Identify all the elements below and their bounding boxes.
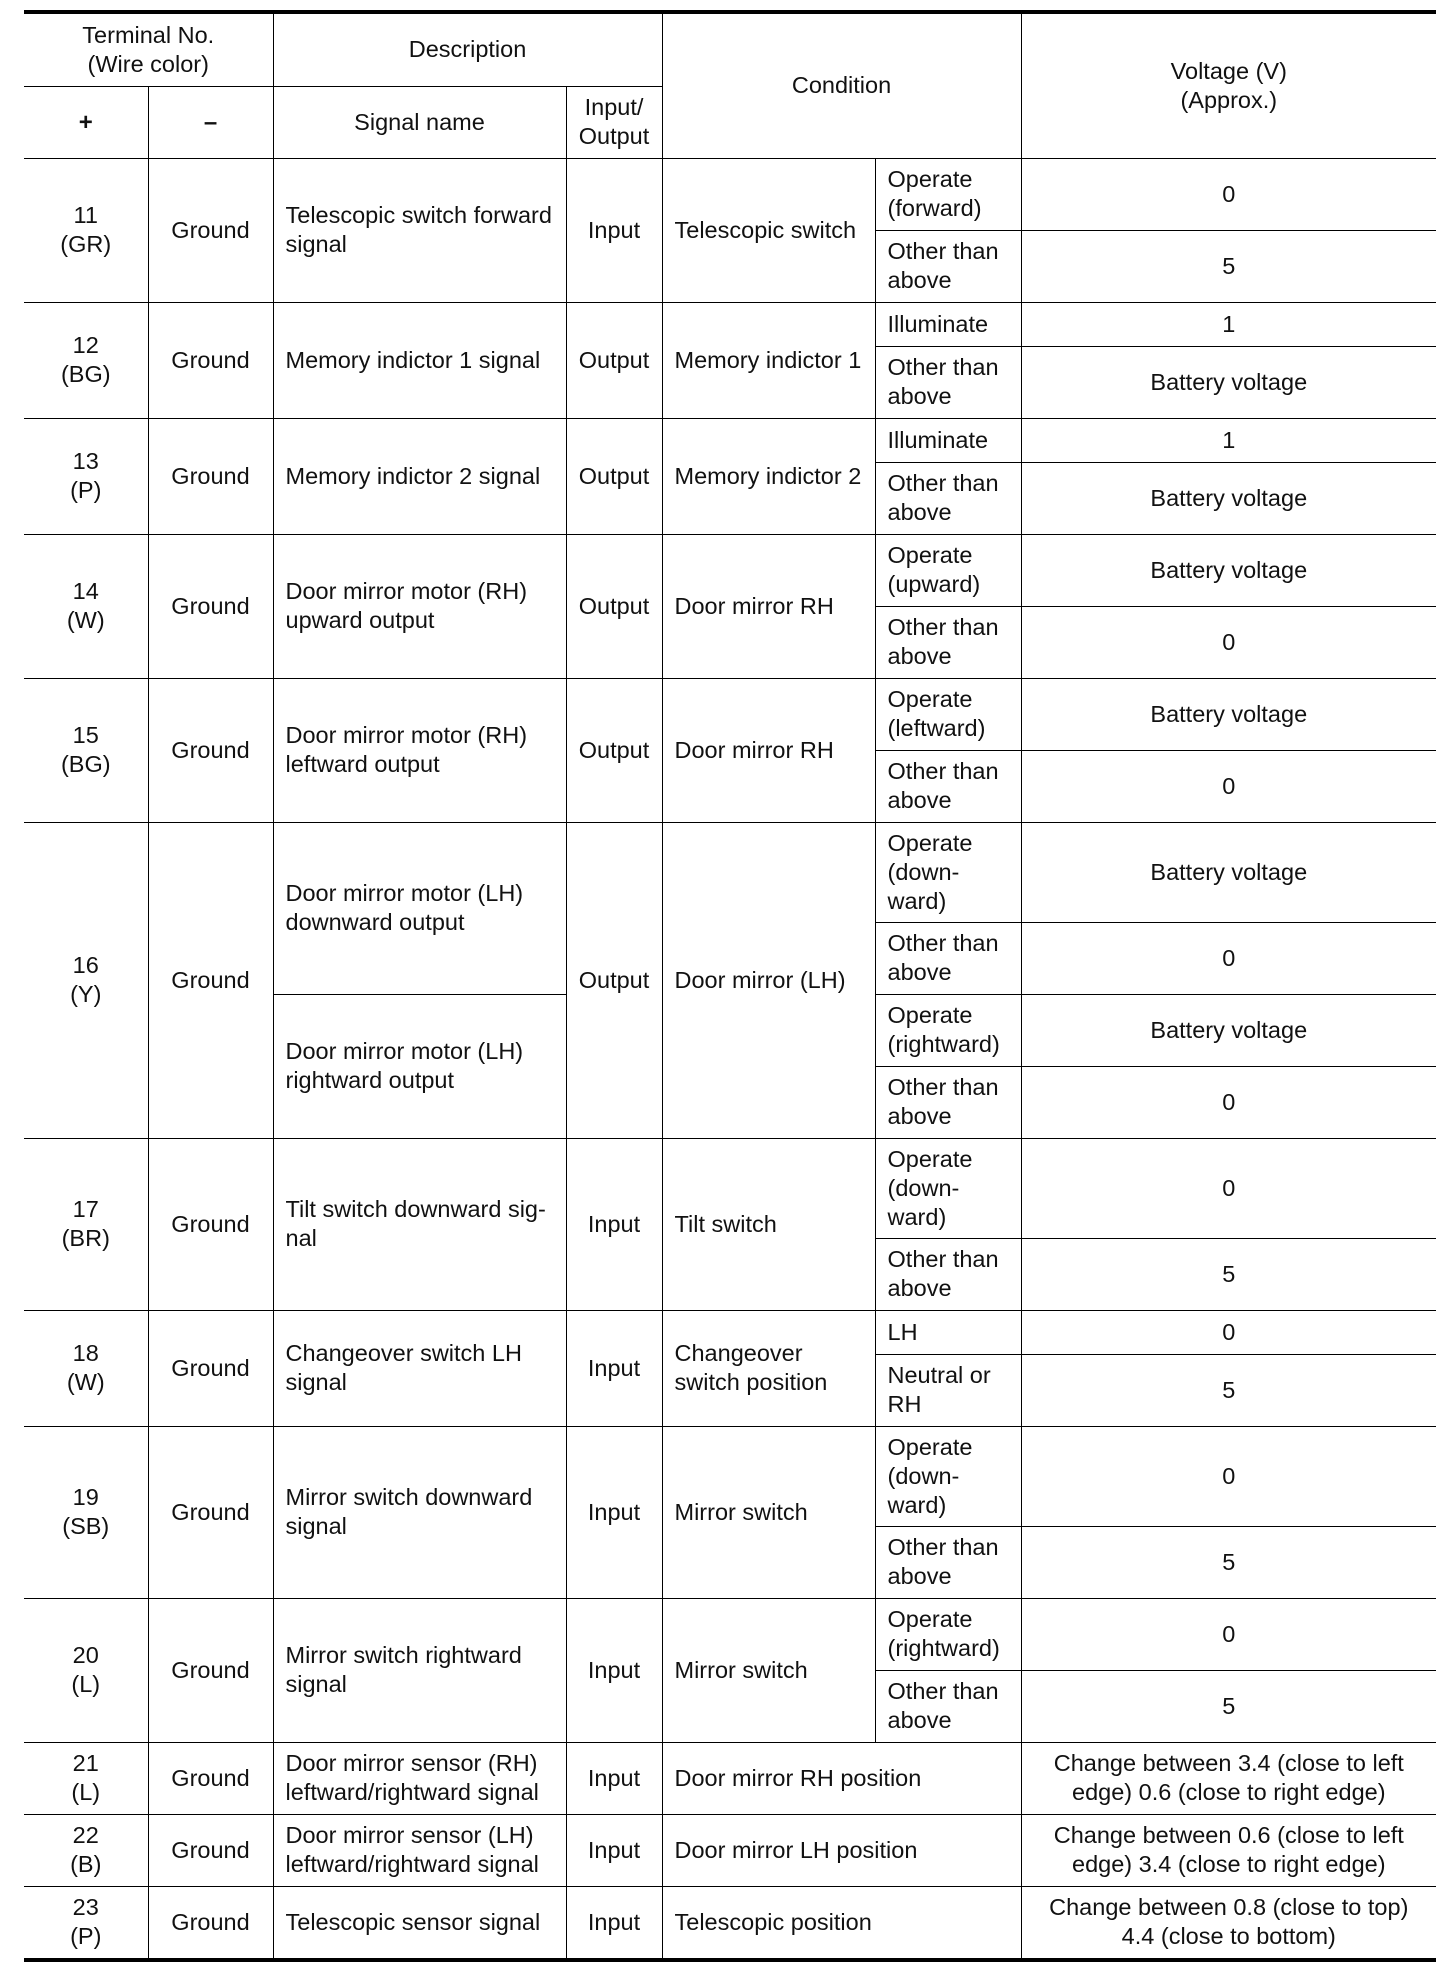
voltage-cell (1021, 418, 1436, 462)
voltage-cell-text: Change between 0.8 (close to top) 4.4 (close to bottom) (1049, 1894, 1409, 1950)
condition-cell (662, 1598, 875, 1742)
state-cell-text: Other than above (887, 758, 999, 813)
io-cell (566, 1426, 662, 1598)
state-cell (875, 534, 1021, 606)
voltage-cell (1021, 534, 1436, 606)
signal-name-cell (273, 994, 566, 1138)
terminal-cell (24, 822, 148, 1138)
voltage-cell-text: Battery voltage (1150, 858, 1308, 885)
table-row (24, 1814, 1436, 1886)
state-cell (875, 418, 1021, 462)
ground-cell (148, 822, 273, 1138)
voltage-cell-text: Battery voltage (1150, 484, 1308, 511)
terminal-cell-text: 18 (W) (66, 1340, 105, 1395)
terminal-cell-text: 14 (W) (66, 578, 105, 633)
terminal-cell-text: 22 (B) (70, 1822, 102, 1877)
ground-cell-text: Ground (171, 966, 250, 993)
state-cell (875, 678, 1021, 750)
table-row (24, 1598, 1436, 1670)
voltage-cell (1021, 678, 1436, 750)
state-cell (875, 994, 1021, 1066)
voltage-cell-text: 0 (1222, 1462, 1236, 1489)
state-cell (875, 302, 1021, 346)
io-cell (566, 822, 662, 1138)
io-cell (566, 158, 662, 302)
signal-name-cell-text: Telescopic sensor signal (285, 1908, 541, 1935)
state-cell-text: Other than above (887, 354, 999, 409)
signal-name-cell (273, 1426, 566, 1598)
io-cell-text: Output (578, 592, 650, 619)
voltage-cell-text: 5 (1222, 252, 1236, 279)
io-cell-text: Output (578, 346, 650, 373)
terminal-cell (24, 1426, 148, 1598)
condition-cell-text: Door mirror (LH) (674, 966, 846, 993)
io-cell-text: Input (587, 1498, 641, 1525)
signal-name-cell-text: Telescopic switch forward signal (285, 202, 552, 257)
table-row (24, 158, 1436, 230)
condition-cell (662, 1886, 1021, 1958)
terminal-cell-text: 20 (L) (71, 1642, 101, 1697)
voltage-cell (1021, 1670, 1436, 1742)
ground-cell (148, 1310, 273, 1426)
header-voltage: Voltage (V) (Approx.) (1021, 14, 1436, 158)
signal-name-cell-text: Memory indictor 2 signal (285, 462, 541, 489)
header-description: Description (273, 14, 662, 86)
condition-cell-text: Telescopic switch (674, 216, 857, 243)
io-cell (566, 1742, 662, 1814)
state-cell (875, 606, 1021, 678)
state-cell-text: Neutral or RH (887, 1362, 991, 1417)
terminal-cell-text: 19 (SB) (62, 1484, 110, 1539)
ground-cell (148, 418, 273, 534)
voltage-cell (1021, 230, 1436, 302)
signal-name-cell-text: Memory indictor 1 signal (285, 346, 541, 373)
condition-cell-text: Door mirror LH position (674, 1836, 918, 1863)
condition-cell-text: Door mirror RH (674, 736, 834, 763)
condition-cell (662, 1138, 875, 1310)
condition-cell (662, 1310, 875, 1426)
terminal-cell (24, 1886, 148, 1958)
signal-name-cell-text: Mirror switch downward signal (285, 1484, 533, 1539)
io-cell (566, 678, 662, 822)
voltage-cell-text: 0 (1222, 180, 1236, 207)
condition-cell (662, 1814, 1021, 1886)
voltage-cell (1021, 1426, 1436, 1526)
ground-cell (148, 678, 273, 822)
voltage-cell (1021, 994, 1436, 1066)
voltage-cell-text: 5 (1222, 1376, 1236, 1403)
voltage-cell-text: 0 (1222, 628, 1236, 655)
signal-name-cell (273, 418, 566, 534)
ground-cell (148, 1598, 273, 1742)
state-cell (875, 1526, 1021, 1598)
header-terminal-no: Terminal No. (Wire color) (24, 14, 273, 86)
terminal-cell (24, 158, 148, 302)
state-cell-text: Operate (upward) (887, 542, 981, 597)
header-plus: + (24, 86, 148, 158)
state-cell (875, 1354, 1021, 1426)
signal-name-cell (273, 158, 566, 302)
header-condition: Condition (662, 14, 1021, 158)
ground-cell (148, 1742, 273, 1814)
voltage-cell (1021, 346, 1436, 418)
voltage-cell (1021, 462, 1436, 534)
io-cell-text: Input (587, 216, 641, 243)
voltage-cell (1021, 750, 1436, 822)
terminal-cell (24, 302, 148, 418)
condition-cell-text: Mirror switch (674, 1656, 808, 1683)
state-cell-text: Operate (down- ward) (887, 1145, 973, 1230)
terminal-cell (24, 1310, 148, 1426)
voltage-cell (1021, 1310, 1436, 1354)
header-signal-name: Signal name (273, 86, 566, 158)
ground-cell (148, 302, 273, 418)
state-cell-text: Illuminate (887, 426, 989, 453)
ground-cell-text: Ground (171, 1908, 250, 1935)
state-cell (875, 346, 1021, 418)
voltage-cell (1021, 1886, 1436, 1958)
state-cell-text: LH (887, 1318, 918, 1345)
voltage-cell-text: Battery voltage (1150, 700, 1308, 727)
ground-cell (148, 1814, 273, 1886)
state-cell (875, 1310, 1021, 1354)
table-row (24, 1426, 1436, 1526)
voltage-cell-text: 1 (1222, 310, 1236, 337)
state-cell (875, 462, 1021, 534)
voltage-cell-text: 0 (1222, 772, 1236, 799)
voltage-cell-text: 0 (1222, 944, 1236, 971)
voltage-cell-text: 0 (1222, 1318, 1236, 1345)
condition-cell-text: Telescopic position (674, 1908, 872, 1935)
state-cell-text: Other than above (887, 614, 999, 669)
io-cell (566, 1814, 662, 1886)
state-cell (875, 1066, 1021, 1138)
ground-cell-text: Ground (171, 462, 250, 489)
terminal-cell (24, 1138, 148, 1310)
voltage-cell (1021, 922, 1436, 994)
table-row (24, 678, 1436, 750)
terminal-cell-text: 21 (L) (71, 1750, 101, 1805)
condition-cell-text: Door mirror RH position (674, 1764, 922, 1791)
state-cell-text: Operate (rightward) (887, 1606, 1000, 1661)
io-cell-text: Input (587, 1354, 641, 1381)
signal-name-cell-text: Door mirror motor (LH) downward output (285, 880, 524, 935)
ground-cell-text: Ground (171, 592, 250, 619)
terminal-cell-text: 11 (GR) (60, 202, 112, 257)
signal-name-cell-text: Door mirror motor (RH) leftward output (285, 722, 528, 777)
signal-name-cell (273, 1886, 566, 1958)
state-cell (875, 1138, 1021, 1238)
signal-name-cell (273, 822, 566, 994)
table-body (24, 158, 1436, 1958)
voltage-cell-text: 5 (1222, 1692, 1236, 1719)
signal-name-cell (273, 678, 566, 822)
voltage-cell (1021, 1354, 1436, 1426)
condition-cell (662, 418, 875, 534)
terminal-cell-text: 17 (BR) (61, 1196, 110, 1251)
state-cell (875, 1598, 1021, 1670)
state-cell-text: Operate (rightward) (887, 1002, 1000, 1057)
io-cell (566, 1598, 662, 1742)
voltage-cell (1021, 606, 1436, 678)
voltage-cell (1021, 822, 1436, 922)
state-cell-text: Other than above (887, 238, 999, 293)
terminal-cell (24, 1598, 148, 1742)
ground-cell-text: Ground (171, 1498, 250, 1525)
condition-cell (662, 302, 875, 418)
condition-cell (662, 158, 875, 302)
voltage-cell (1021, 1742, 1436, 1814)
io-cell-text: Output (578, 966, 650, 993)
state-cell (875, 750, 1021, 822)
condition-cell (662, 678, 875, 822)
voltage-cell-text: 0 (1222, 1174, 1236, 1201)
table-row (24, 1138, 1436, 1238)
signal-name-cell (273, 1814, 566, 1886)
voltage-cell-text: 0 (1222, 1620, 1236, 1647)
ground-cell (148, 534, 273, 678)
voltage-cell (1021, 1814, 1436, 1886)
terminal-cell-text: 16 (Y) (70, 952, 102, 1007)
state-cell (875, 1670, 1021, 1742)
terminal-table-wrapper (24, 10, 1436, 1962)
voltage-cell-text: Change between 3.4 (close to left edge) 0.6 (close to right edge) (1053, 1750, 1404, 1805)
io-cell-text: Output (578, 736, 650, 763)
signal-name-cell-text: Door mirror sensor (LH) leftward/rightward signal (285, 1822, 539, 1877)
io-cell (566, 418, 662, 534)
signal-name-cell-text: Changeover switch LH signal (285, 1340, 522, 1395)
terminal-cell (24, 678, 148, 822)
ground-cell-text: Ground (171, 1210, 250, 1237)
voltage-cell-text: Battery voltage (1150, 1016, 1308, 1043)
state-cell (875, 822, 1021, 922)
header-minus: – (148, 86, 273, 158)
signal-name-cell-text: Door mirror motor (LH) rightward output (285, 1038, 524, 1093)
signal-name-cell (273, 1138, 566, 1310)
voltage-cell (1021, 1238, 1436, 1310)
terminal-cell-text: 12 (BG) (60, 332, 111, 387)
io-cell-text: Input (587, 1908, 641, 1935)
state-cell-text: Illuminate (887, 310, 989, 337)
condition-cell-text: Changeover switch position (674, 1340, 828, 1395)
voltage-cell-text: 5 (1222, 1260, 1236, 1287)
io-cell-text: Input (587, 1210, 641, 1237)
table-row (24, 302, 1436, 346)
condition-cell-text: Tilt switch (674, 1210, 777, 1237)
io-cell-text: Input (587, 1764, 641, 1791)
io-cell (566, 1310, 662, 1426)
io-cell (566, 302, 662, 418)
table-row (24, 1310, 1436, 1354)
signal-name-cell (273, 534, 566, 678)
signal-name-cell-text: Door mirror sensor (RH) leftward/rightward signal (285, 1750, 539, 1805)
voltage-cell (1021, 158, 1436, 230)
condition-cell-text: Memory indictor 1 (674, 346, 862, 373)
ground-cell-text: Ground (171, 1764, 250, 1791)
io-cell (566, 1138, 662, 1310)
state-cell-text: Operate (leftward) (887, 686, 986, 741)
ground-cell-text: Ground (171, 216, 250, 243)
voltage-cell-text: 0 (1222, 1088, 1236, 1115)
io-cell (566, 1886, 662, 1958)
state-cell-text: Operate (down- ward) (887, 1433, 973, 1518)
voltage-cell-text: Battery voltage (1150, 556, 1308, 583)
terminal-cell (24, 1742, 148, 1814)
state-cell-text: Other than above (887, 1678, 999, 1733)
terminal-cell (24, 418, 148, 534)
signal-name-cell (273, 1598, 566, 1742)
ground-cell-text: Ground (171, 1836, 250, 1863)
state-cell-text: Other than above (887, 1246, 999, 1301)
state-cell-text: Other than above (887, 470, 999, 525)
voltage-cell (1021, 1138, 1436, 1238)
signal-name-cell-text: Door mirror motor (RH) upward output (285, 578, 528, 633)
state-cell (875, 1238, 1021, 1310)
terminal-cell-text: 23 (P) (70, 1894, 102, 1950)
state-cell (875, 158, 1021, 230)
terminal-cell (24, 534, 148, 678)
state-cell-text: Operate (forward) (887, 166, 982, 221)
io-cell-text: Output (578, 462, 650, 489)
table-row (24, 1742, 1436, 1814)
signal-name-cell-text: Tilt switch downward sig- nal (285, 1196, 546, 1251)
header-input-output: Input/ Output (566, 86, 662, 158)
io-cell-text: Input (587, 1836, 641, 1863)
signal-name-cell (273, 1742, 566, 1814)
ground-cell-text: Ground (171, 1354, 250, 1381)
condition-cell-text: Door mirror RH (674, 592, 834, 619)
ground-cell (148, 1138, 273, 1310)
table-row (24, 822, 1436, 922)
voltage-cell (1021, 302, 1436, 346)
voltage-cell-text: 1 (1222, 426, 1236, 453)
condition-cell (662, 1426, 875, 1598)
signal-name-cell (273, 1310, 566, 1426)
state-cell-text: Other than above (887, 1074, 999, 1129)
table-row (24, 534, 1436, 606)
voltage-cell-text: 5 (1222, 1548, 1236, 1575)
state-cell (875, 922, 1021, 994)
condition-cell (662, 1742, 1021, 1814)
table-row (24, 418, 1436, 462)
voltage-cell (1021, 1066, 1436, 1138)
io-cell-text: Input (587, 1656, 641, 1683)
table-row (24, 1886, 1436, 1958)
terminal-cell-text: 15 (BG) (60, 722, 111, 777)
ground-cell (148, 1886, 273, 1958)
condition-cell-text: Mirror switch (674, 1498, 808, 1525)
ground-cell-text: Ground (171, 736, 250, 763)
voltage-cell-text: Battery voltage (1150, 368, 1308, 395)
voltage-cell (1021, 1526, 1436, 1598)
signal-name-cell (273, 302, 566, 418)
ground-cell-text: Ground (171, 346, 250, 373)
io-cell (566, 534, 662, 678)
terminal-table (24, 14, 1436, 1958)
table-header (24, 14, 1436, 158)
ground-cell (148, 1426, 273, 1598)
state-cell-text: Operate (down- ward) (887, 829, 973, 914)
signal-name-cell-text: Mirror switch rightward signal (285, 1642, 522, 1697)
condition-cell (662, 534, 875, 678)
ground-cell (148, 158, 273, 302)
condition-cell-text: Memory indictor 2 (674, 462, 862, 489)
voltage-cell (1021, 1598, 1436, 1670)
terminal-cell (24, 1814, 148, 1886)
condition-cell (662, 822, 875, 1138)
ground-cell-text: Ground (171, 1656, 250, 1683)
state-cell-text: Other than above (887, 1534, 999, 1589)
state-cell (875, 230, 1021, 302)
state-cell-text: Other than above (887, 930, 999, 985)
voltage-cell-text: Change between 0.6 (close to left edge) 3.4 (close to right edge) (1053, 1822, 1404, 1877)
terminal-cell-text: 13 (P) (70, 448, 102, 503)
state-cell (875, 1426, 1021, 1526)
